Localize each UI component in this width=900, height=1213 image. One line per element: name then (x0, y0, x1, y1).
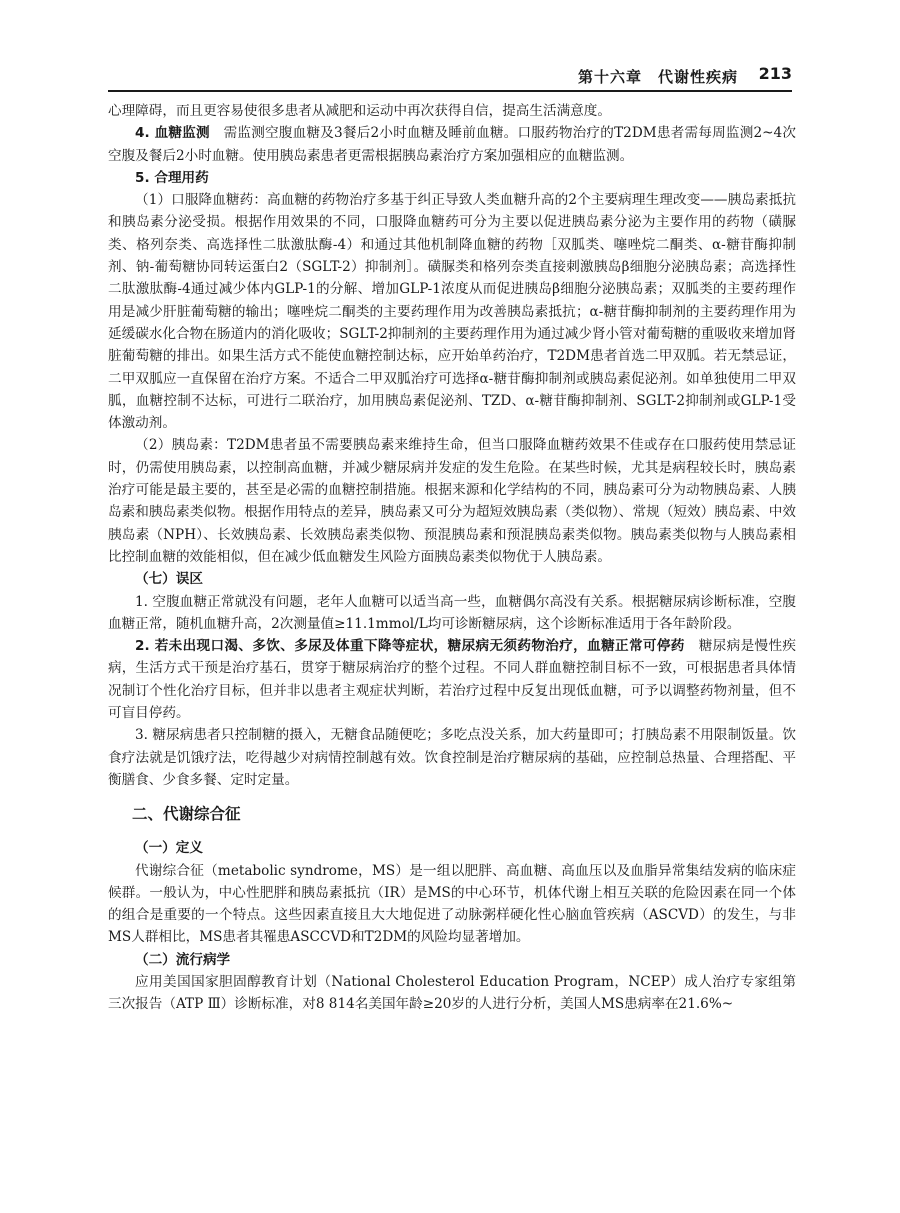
paragraph-misconception-1: 1. 空腹血糖正常就没有问题，老年人血糖可以适当高一些，血糖偶尔高没有关系。根据糖尿病诊断标准，空腹血糖正常，随机血糖升高，2次测量值≥11.1mmol/L均可诊断糖尿病，这个诊断标准适用于各年龄阶段。 (108, 593, 796, 632)
subsection-heading-definition: （一）定义 (135, 840, 203, 857)
item-text: 需监测空腹血糖及3餐后2小时血糖及睡前血糖。口服药物治疗的T2DM患者需每周监测2~4次空腹及餐后2小时血糖。使用胰岛素患者更需根据胰岛素治疗方案加强相应的血糖监测。 (108, 125, 796, 164)
subsection-heading-misconceptions: （七）误区 (135, 571, 203, 588)
item-heading-rational-medication: 5. 合理用药 (135, 169, 209, 186)
paragraph-misconception-3: 3. 糖尿病患者只控制糖的摄入，无糖食品随便吃；多吃点没关系，加大药量即可；打胰岛素不用限制饭量。饮食疗法就是饥饿疗法，吃得越少对病情控制越有效。饮食控制是治疗糖尿病的基础，应控制总热量、合理搭配、平衡膳食、少食多餐、定时定量。 (108, 727, 796, 788)
paragraph-epidemiology: 应用美国国家胆固醇教育计划（National Cholesterol Education Program，NCEP）成人治疗专家组第三次报告（ATP Ⅲ）诊断标准，对8 814名美国年龄≥20岁的人进行分析，美国人MS患病率在21.6%~ (108, 973, 796, 1013)
paragraph-insulin: （2）胰岛素：T2DM患者虽不需要胰岛素来维持生命，但当口服降血糖药效果不佳或存在口服药使用禁忌证时，仍需使用胰岛素，以控制高血糖，并减少糖尿病并发症的发生危险。在某些时候，尤其是病程较长时，胰岛素治疗可能是最主要的，甚至是必需的血糖控制措施。根据来源和化学结构的不同，胰岛素可分为动物胰岛素、人胰岛素和胰岛素类似物。根据作用特点的差异，胰岛素又可分为超短效胰岛素（类似物）、常规（短效）胰岛素、中效胰岛素（NPH）、长效胰岛素、长效胰岛素类似物、预混胰岛素和预混胰岛素类似物。胰岛素类似物与人胰岛素相比控制血糖的效能相似，但在减少低血糖发生风险方面胰岛素类似物优于人胰岛素。 (108, 437, 796, 565)
paragraph-definition: 代谢综合征（metabolic syndrome，MS）是一组以肥胖、高血糖、高血压以及血脂异常集结发病的临床症候群。一般认为，中心性肥胖和胰岛素抵抗（IR）是MS的中心环节，机体代谢上相互关联的危险因素在同一个体的组合是重要的一个特点。这些因素直接且大大地促进了动脉粥样硬化性心脑血管疾病（ASCVD）的发生，与非MS人群相比，MS患者其罹患ASCCVD和T2DM的风险均显著增加。 (108, 862, 796, 946)
paragraph: 心理障碍，而且更容易使很多患者从减肥和运动中再次获得自信，提高生活满意度。 (108, 103, 611, 119)
paragraph-blood-glucose-monitoring (108, 122, 796, 167)
section-heading-metabolic-syndrome: 二、代谢综合征 (132, 805, 241, 824)
page-body (108, 100, 796, 1016)
item-title: 2. 若未出现口渴、多饮、多尿及体重下降等症状，糖尿病无须药物治疗，血糖正常可停药 (135, 638, 685, 655)
item-text: 糖尿病是慢性疾病，生活方式干预是治疗基石，贯穿于糖尿病治疗的整个过程。不同人群血糖控制目标不一致，可根据患者具体情况制订个性化治疗目标，但并非以患者主观症状判断，若治疗过程中反复出现低血糖，可予以调整药物剂量，但不可盲目停药。 (108, 638, 797, 722)
running-header (108, 64, 792, 92)
subsection-heading-epidemiology: （二）流行病学 (135, 951, 231, 968)
paragraph-misconception-2 (108, 635, 796, 724)
paragraph-oral-drugs: （1）口服降血糖药：高血糖的药物治疗多基于纠正导致人类血糖升高的2个主要病理生理改变——胰岛素抵抗和胰岛素分泌受损。根据作用效果的不同，口服降血糖药可分为主要以促进胰岛素分泌为主要作用的药物（磺脲类、格列奈类、高选择性二肽激肽酶-4）和通过其他机制降血糖的药物［双胍类、噻唑烷二酮类、α-糖苷酶抑制剂、钠-葡萄糖协同转运蛋白2（SGLT-2）抑制剂］。磺脲类和格列奈类直接刺激胰岛β细胞分泌胰岛素；高选择性二肽激肽酶-4通过减少体内GLP-1的分解、增加GLP-1浓度从而促进胰岛β细胞分泌胰岛素；双胍类的主要药理作用是减少肝脏葡萄糖的输出；噻唑烷二酮类的主要药理作用为改善胰岛素抵抗；α-糖苷酶抑制剂的主要药理作用为延缓碳水化合物在肠道内的消化吸收；SGLT-2抑制剂的主要药理作用为通过减少肾小管对葡萄糖的重吸收来增加肾脏葡萄糖的排出。如果生活方式不能使血糖控制达标，应开始单药治疗，T2DM患者首选二甲双胍。若无禁忌证，二甲双胍应一直保留在治疗方案。不适合二甲双胍治疗可选择α-糖苷酶抑制剂或胰岛素促泌剂。如单独使用二甲双胍，血糖控制不达标，可进行二联治疗，加用胰岛素促泌剂、TZD、α-糖苷酶抑制剂、SGLT-2抑制剂或GLP-1受体激动剂。 (108, 192, 796, 432)
item-title: 4. 血糖监测 (135, 125, 210, 142)
page-number: 213 (758, 64, 792, 83)
chapter-title: 第十六章 代谢性疾病 (577, 68, 738, 86)
